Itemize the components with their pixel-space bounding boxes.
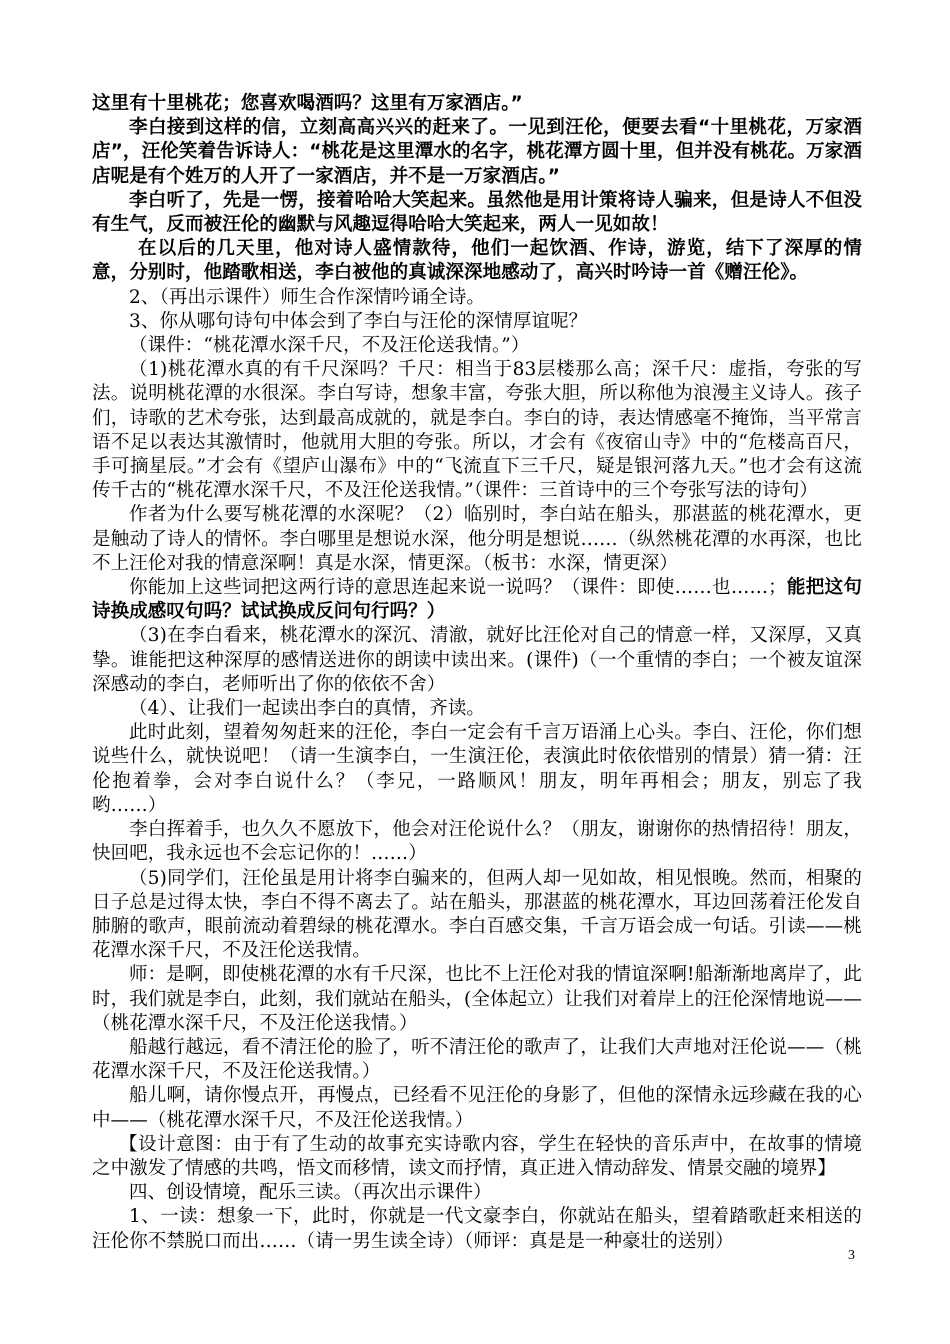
- paragraph-first-reading: 1、一读：想象一下，此时，你就是一代文豪李白，你就站在船头，望着踏歌赶来相送的汪伦你不禁脱口而出……（请一男生读全诗）（师评：真是是一种豪壮的送别）: [92, 1206, 862, 1252]
- connect-words-bold: 能把这句诗换成感叹句吗？试试换成反问句行吗？）: [92, 577, 862, 623]
- paragraph-letter-end: 这里有十里桃花；您喜欢喝酒吗？这里有万家酒店。”: [92, 93, 523, 114]
- page-body: [92, 92, 862, 1254]
- paragraph-boat-slow: 船儿啊，请你慢点开，再慢点，已经看不见汪伦的身影了，但他的深情永远珍藏在我的心中——（桃花潭水深千尺，不及汪伦送我情。）: [92, 1085, 862, 1131]
- design-intent: 【设计意图：由于有了生动的故事充实诗歌内容，学生在轻快的音乐声中，在故事的情境之中激发了情感的共鸣，悟文而移情，读文而抒情，真正进入情动辞发、情景交融的境界】: [92, 1133, 862, 1179]
- paragraph-connect-words: [92, 576, 862, 624]
- connect-words-text: 你能加上这些词把这两行诗的意思连起来说一说吗？（课件：即使……也……；: [129, 577, 787, 599]
- courseware-quote: （课件：“桃花潭水深千尺，不及汪伦送我情。”）: [129, 335, 530, 357]
- paragraph-li-bai-waves: 李白挥着手，也久久不愿放下，他会对汪伦说什么？（朋友，谢谢你的热情招待！朋友，快回吧，我永远也不会忘记你的！……）: [92, 819, 862, 865]
- section-4-heading: 四、创设情境，配乐三读。（再次出示课件）: [129, 1182, 492, 1204]
- page-number: 3: [848, 1248, 855, 1263]
- paragraph-5-parting: （5)同学们，汪伦虽是用计将李白骗来的，但两人却一见如故，相见恨晚。然而，相聚的日子总是过得太快，李白不得不离去了。站在船头，那湛蓝的桃花潭水，耳边回荡着汪伦发自肺腑的歌声，眼前流动着碧绿的桃花潭水。李白百感交集，千言万语会成一句话。引读——桃花潭水深千尺，不及汪伦送我情。: [92, 867, 862, 962]
- step-2-recite: 2、（再出示课件）师生合作深情吟诵全诗。: [129, 286, 486, 308]
- paragraph-3-reading: （3)在李白看来，桃花潭水的深沉、清澈，就好比汪伦对自己的情意一样，又深厚，又真挚。谁能把这种深厚的感情送进你的朗读中读出来。(课件)（一个重情的李白；一个被友谊深深感动的李白，老师听出了你的依依不舍）: [92, 625, 862, 695]
- paragraph-li-bai-laughs: 李白听了，先是一愣，接着哈哈大笑起来。虽然他是用计策将诗人骗来，但是诗人不但没有生气，反而被汪伦的幽默与风趣逗得哈哈大笑起来，两人一见如故！: [92, 189, 862, 236]
- paragraph-role-play: 此时此刻，望着匆匆赶来的汪伦，李白一定会有千言万语涌上心头。李白、汪伦，你们想说些什么，就快说吧！（请一生演李白，一生演汪伦，表演此时依依惜别的情景）猜一猜：汪伦抱着拳，会对李白说什么？（李兄，一路顺风！朋友，明年再相会；朋友，别忘了我哟……）: [92, 722, 862, 816]
- paragraph-boat-far: 船越行越远，看不清汪伦的脸了，听不清汪伦的歌声了，让我们大声地对汪伦说——（桃花潭水深千尺，不及汪伦送我情。）: [92, 1036, 862, 1083]
- paragraph-farewell-story: 在以后的几天里，他对诗人盛情款待，他们一起饮酒、作诗，游览，结下了深厚的情意，分别时，他踏歌相送，李白被他的真诚深深地感动了，高兴时吟诗一首《赠汪伦》。: [92, 238, 862, 284]
- paragraph-4-read-together: （4）、让我们一起读出李白的真情，齐读。: [129, 698, 486, 720]
- paragraph-exaggeration: （1)桃花潭水真的有千尺深吗？千尺：相当于83层楼那么高；深千尺：虚指，夸张的写法。说明桃花潭的水很深。李白写诗，想象丰富，夸张大胆，所以称他为浪漫主义诗人。孩子们，诗歌的艺术夸张，达到最高成就的，就是李白。李白的诗，表达情感毫不掩饰，当平常言语不足以表达其激情时，他就用大胆的夸张。所以，才会有《夜宿山寺》中的“危楼高百尺，手可摘星辰。”才会有《望庐山瀑布》中的“飞流直下三千尺，疑是银河落九天。”也才会有这流传千古的“桃花潭水深千尺，不及汪伦送我情。”（课件：三首诗中的三个夸张写法的诗句）: [92, 359, 862, 502]
- paragraph-li-bai-arrives: 李白接到这样的信，立刻高高兴兴的赶来了。一见到汪伦，便要去看“十里桃花，万家酒店”，汪伦笑着告诉诗人：“桃花是这里潭水的名字，桃花潭方圆十里，但并没有桃花。万家酒店呢是有个姓万的人开了一家酒店，并不是一万家酒店。”: [92, 117, 862, 187]
- step-3-question: 3、你从哪句诗句中体会到了李白与汪伦的深情厚谊呢？: [129, 310, 588, 332]
- paragraph-why-deep-water: 作者为什么要写桃花潭的水深呢？（2）临别时，李白站在船头，那湛蓝的桃花潭水，更是触动了诗人的情怀。李白哪里是想说水深，他分明是想说……（纵然桃花潭的水再深，也比不上汪伦对我的情意深啊！真是水深，情更深。（板书：水深，情更深）: [92, 504, 862, 574]
- paragraph-teacher: 师：是啊，即使桃花潭的水有千尺深，也比不上汪伦对我的情谊深啊!船渐渐地离岸了，此时，我们就是李白，此刻，我们就站在船头，(全体起立）让我们对着岸上的汪伦深情地说——（桃花潭水深千尺，不及汪伦送我情。）: [92, 964, 862, 1034]
